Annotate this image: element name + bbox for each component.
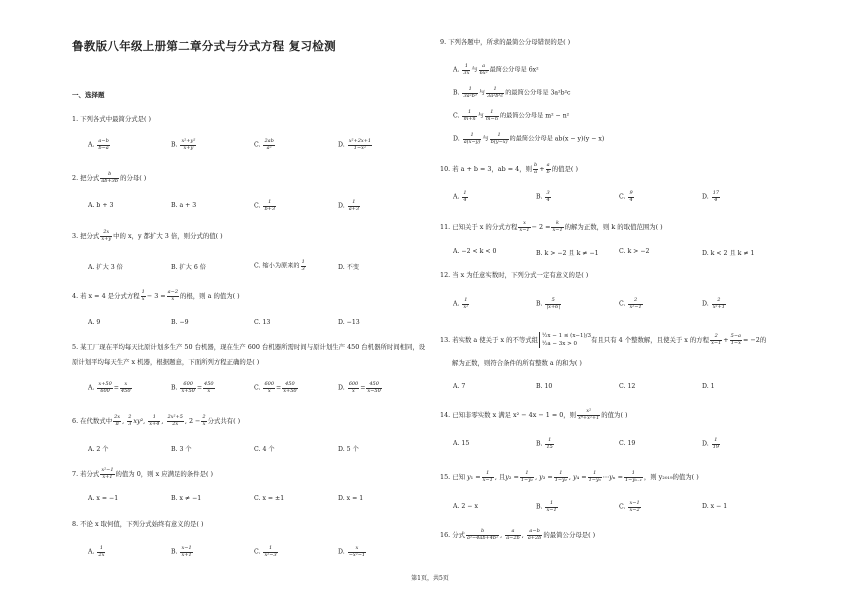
option: B. $\frac{3}{4}$ <box>536 190 550 203</box>
page-title: 鲁教版八年级上册第二章分式与分式方程 复习检测 <box>72 39 336 53</box>
question-16: 16. 分式 $\frac{b}{\text{a²−4ab+4b²}}$ , $\frac{a}{a-2b}$ , $\frac{a-b}{a+2b}$ 的最简公分母是( ) <box>440 528 596 541</box>
question-3: 3. 把分式 $\frac{2x}{x+y}$ 中的 x，y 都扩大 3 倍，则分式的值( ) <box>72 229 223 242</box>
option: B. 3 个 <box>171 446 192 453</box>
question-6: 6. 在代数式中 $\frac{2x}{\pi}$ , $\frac{2}{3}$ xy², $\frac{1}{x+4}$ , $\frac{\text{2x²+5}}{2x}$ , 2 − $\frac{2}{x}$ 分式共有( ) <box>72 414 241 427</box>
question-5: 5. 某工厂现在平均每天比原计划多生产 50 台机器，现在生产 600 台机器所需时间与原计划生产 450 台机器所时间相同，设原计划平均每天生产 x 机器，根据题意，下面所列方程正确的是( ) <box>72 343 426 366</box>
option: C. $\frac{600}{x}$ = $\frac{450}{x+50}$ <box>254 381 297 394</box>
option: C. 4 个 <box>254 446 275 453</box>
option: A. $\frac{a-b}{b-a}$ <box>88 138 109 151</box>
option: C. $\frac{2ab}{\text{a²}}$ <box>254 138 274 151</box>
option: B. a + 3 <box>171 202 197 209</box>
option: D. $\frac{x}{\text{−x²−1}}$ <box>338 545 366 558</box>
question-2: 2. 把分式 $\frac{b}{ab+3b}$ 的分母( ) <box>72 171 147 184</box>
option: A. 2 − x <box>453 503 478 510</box>
option: D. $\frac{600}{x}$ = $\frac{450}{x-50}$ <box>338 381 381 394</box>
option: B. 扩大 6 倍 <box>171 264 206 271</box>
option: B. x ≠ −1 <box>171 495 202 502</box>
option: B. k > −2 且 k ≠ −1 <box>536 250 599 257</box>
option: A. $\frac{x+50}{600}$ = $\frac{x}{450}$ <box>88 381 131 394</box>
option: B. $\frac{\text{x²+y²}}{x+y}$ <box>171 138 196 151</box>
option: D. $\frac{1}{a(x-y)}$ 与 $\frac{1}{b(y-x)}$ 的最简公分母是 ab(x − y)(y − x) <box>453 132 605 145</box>
option: A. 7 <box>453 383 466 390</box>
option: A. 2 个 <box>88 446 109 453</box>
option: B. 10 <box>536 383 553 390</box>
option: D. 不变 <box>338 264 360 271</box>
question-13-line2: 解为正数，则符合条件的所有整数 a 的和为( ) <box>452 359 582 367</box>
option: C. 13 <box>254 319 271 326</box>
question-11: 11. 已知关于 x 的分式方程 $\frac{x}{x-1}$ − 2 = $\frac{k}{x-1}$ 的解为正数，则 k 的取值范围为( ) <box>440 220 663 233</box>
question-9: 9. 下列各题中，所求的最简公分母错误的是( ) <box>440 38 571 46</box>
option: C. x = ±1 <box>254 495 285 502</box>
option: D. k < 2 且 k ≠ 1 <box>702 250 755 257</box>
option: A. $\frac{1}{\text{x²}}$ <box>453 297 469 310</box>
option: C. 12 <box>619 383 636 390</box>
question-1: 1. 下列各式中最简分式是( ) <box>72 115 152 123</box>
option: A. −2 < k < 0 <box>453 248 497 255</box>
question-7: 7. 若分式 $\frac{\text{x²−1}}{x+1}$ 的值为 0，则 x 应满足的条件是( ) <box>72 467 213 480</box>
option: D. $\frac{\text{x²+2x+1}}{\text{1−x²}}$ <box>338 138 372 151</box>
option: B. $\frac{1}{15}$ <box>536 437 553 450</box>
option: A. 9 <box>88 319 101 326</box>
option: D. $\frac{1}{a+3}$ <box>338 199 360 212</box>
option: C. $\frac{9}{4}$ <box>619 190 633 203</box>
option: C. $\frac{1}{\text{x²−3}}$ <box>254 545 277 558</box>
option: C. 缩小为原来的 $\frac{1}{3}$ <box>254 259 305 272</box>
option: D. 5 个 <box>338 446 359 453</box>
option: A. $\frac{1}{4}$ <box>453 190 467 203</box>
option: B. $\frac{600}{x+50}$ = $\frac{450}{x}$ <box>171 381 214 394</box>
option: D. 1 <box>702 383 715 390</box>
option: C. $\frac{x-1}{x-2}$ <box>619 500 640 513</box>
option: A. $\frac{1}{3x}$ 与 $\frac{a}{\text{6x²}}$ 最简公分母是 6x² <box>453 63 539 76</box>
question-10: 10. 若 a + b = 3，ab = 4，则 $\frac{b}{a}$ + $\frac{a}{b}$ 的值是( ) <box>440 162 578 175</box>
option: C. 19 <box>619 440 636 447</box>
option: D. $\frac{17}{4}$ <box>702 190 720 203</box>
option: B. −9 <box>171 319 189 326</box>
option: B. $\frac{x-1}{x+1}$ <box>171 545 192 558</box>
option: A. 扩大 3 倍 <box>88 264 123 271</box>
option: D. $\frac{1}{19}$ <box>702 437 720 450</box>
option: D. x = 1 <box>338 495 364 502</box>
option: D. $\frac{2}{\text{x²+1}}$ <box>702 297 725 310</box>
question-8: 8. 不论 x 取何值，下列分式始终有意义的是( ) <box>72 520 204 528</box>
option: C. k > −2 <box>619 248 650 255</box>
option: A. $\frac{1}{2x}$ <box>88 545 105 558</box>
option: A. b + 3 <box>88 202 114 209</box>
question-4: 4. 若 x = 4 是分式方程 $\frac{1}{x}$ − 3 = $\frac{a-2}{x}$ 的根，则 a 的值为( ) <box>72 289 240 302</box>
section-heading: 一、选择题 <box>72 91 105 99</box>
option: B. $\frac{1}{x-1}$ <box>536 500 557 513</box>
option: C. $\frac{1}{b+3}$ <box>254 199 276 212</box>
question-12: 12. 当 x 为任意实数时，下列分式一定有意义的是( ) <box>440 271 589 279</box>
option: B. $\frac{5}{|x+6|}$ <box>536 297 561 310</box>
question-13: 13. 若实数 a 使关于 x 的不等式组 ½x − 1 ≤ (x−1)/3 ½a − 3x > 0 有且只有 4 个整数解，且使关于 x 的方程 $\frac{2}{x-1}$ + $\frac{5-a}{1-x}$ = −2的 <box>440 333 767 347</box>
option: C. $\frac{1}{m+n}$ 与 $\frac{1}{m-n}$ 的最简公分母是 m² − n² <box>453 109 570 122</box>
option: A. 15 <box>453 440 470 447</box>
option: C. $\frac{2}{\text{x²−1}}$ <box>619 297 642 310</box>
page-footer: 第1页，共5页 <box>411 575 449 582</box>
option: D. x − 1 <box>702 503 728 510</box>
option: A. x = −1 <box>88 495 119 502</box>
question-15: 15. 已知 y₁ = $\frac{1}{x-1}$ , 且y₂ = $\frac{1}{\text{1−y₁}}$ , y₃ = $\frac{1}{\text{1−y₂}}$ , y₄ = $\frac{1}{\text{1−y₃}}$ ⋯yₙ = $\frac{1}{\text{1−yₙ₋₁}}$ ，则 y₂₀₁₉的值为( ) <box>440 470 699 483</box>
question-14: 14. 已知非零实数 x 满足 x² − 4x − 1 = 0，则 $\frac{\text{x²}}{\text{x⁴+x²+1}}$ 的值为( ) <box>440 408 628 421</box>
option: D. −13 <box>338 319 360 326</box>
option: B. $\frac{1}{\text{3a²b³}}$ 与 $\frac{1}{\text{3a²b³c}}$ 的最简公分母是 3a²b²c <box>453 86 571 99</box>
